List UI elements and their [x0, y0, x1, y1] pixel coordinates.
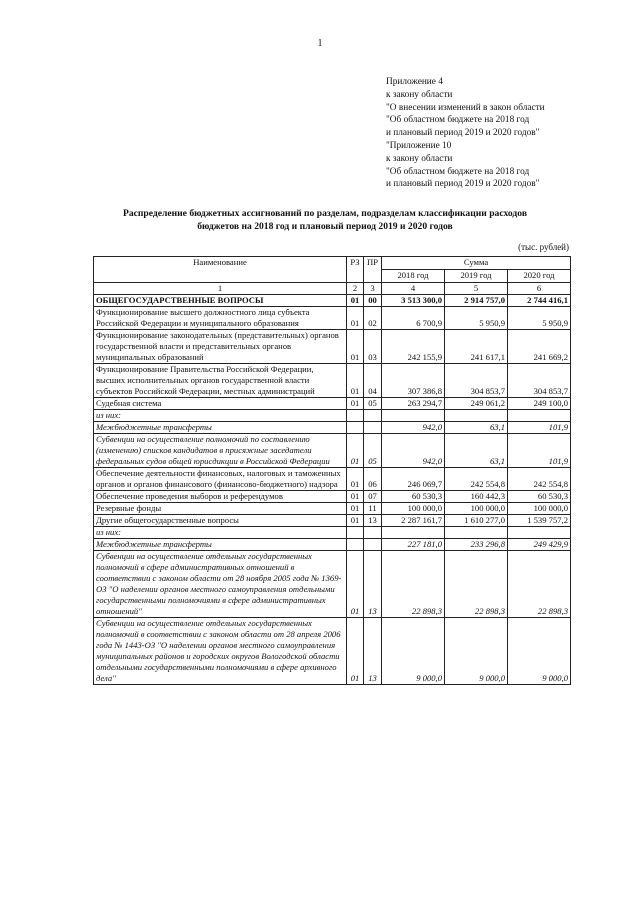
row-rz-cell: 01	[347, 398, 364, 410]
row-rz-cell	[347, 422, 364, 434]
column-number: 3	[364, 283, 382, 295]
row-rz-cell	[347, 539, 364, 551]
row-rz-cell: 01	[347, 515, 364, 527]
row-2019-value: 63,1	[445, 422, 508, 434]
row-2019-value: 304 853,7	[445, 364, 508, 398]
row-2019-value: 63,1	[445, 434, 508, 468]
row-2020-value: 242 554,8	[508, 468, 571, 491]
row-name-cell: Функционирование законодательных (представительных) органов государственной власти и представительных органов муниципальных образований	[94, 330, 347, 364]
row-name-cell: Межбюджетные трансферты	[94, 422, 347, 434]
table-row	[94, 527, 571, 539]
row-pr-cell: 02	[364, 307, 382, 330]
row-pr-cell	[364, 422, 382, 434]
row-2018-value: 942,0	[382, 422, 445, 434]
row-2019-value: 242 554,8	[445, 468, 508, 491]
header-name: Наименование	[94, 257, 347, 283]
row-pr-cell: 05	[364, 398, 382, 410]
row-2018-value	[382, 527, 445, 539]
row-2018-value: 263 294,7	[382, 398, 445, 410]
table-row	[94, 434, 571, 468]
table-row	[94, 398, 571, 410]
row-pr-cell: 06	[364, 468, 382, 491]
table-row	[94, 491, 571, 503]
row-name-cell: Обеспечение деятельности финансовых, налоговых и таможенных органов и органов финансового (финансово-бюджетного) надзора	[94, 468, 347, 491]
row-2020-value: 100 000,0	[508, 503, 571, 515]
row-2019-value: 22 898,3	[445, 551, 508, 618]
row-2020-value: 304 853,7	[508, 364, 571, 398]
row-pr-cell: 03	[364, 330, 382, 364]
document-title	[90, 208, 560, 233]
table-row	[94, 618, 571, 685]
row-2020-value: 2 744 416,1	[508, 295, 571, 307]
row-2019-value: 2 914 757,0	[445, 295, 508, 307]
table-row	[94, 330, 571, 364]
column-number: 4	[382, 283, 445, 295]
row-2019-value: 241 617,1	[445, 330, 508, 364]
row-2019-value: 9 000,0	[445, 618, 508, 685]
row-name-cell: Судебная система	[94, 398, 347, 410]
row-name-cell: Субвенции на осуществление отдельных государственных полномочий в соответствии с законом области от 28 апреля 2006 года № 1443-ОЗ "О наделении органов местного самоуправления муниципальных районов и городских округов Вологодской области отдельными государственными полномочиями в сфере архивного дела"	[94, 618, 347, 685]
column-number: 2	[347, 283, 364, 295]
row-2020-value	[508, 410, 571, 422]
row-name-cell: Межбюджетные трансферты	[94, 539, 347, 551]
row-2019-value	[445, 410, 508, 422]
header-2019: 2019 год	[445, 270, 508, 283]
row-rz-cell: 01	[347, 295, 364, 307]
appendix-line: "О внесении изменений в закон области	[386, 102, 545, 113]
header-2020: 2020 год	[508, 270, 571, 283]
row-name-cell: Функционирование высшего должностного лица субъекта Российской Федерации и муниципального образования	[94, 307, 347, 330]
page-number: 1	[317, 38, 323, 49]
row-2019-value: 100 000,0	[445, 503, 508, 515]
row-name-cell: Обеспечение проведения выборов и референдумов	[94, 491, 347, 503]
row-2018-value: 9 000,0	[382, 618, 445, 685]
row-pr-cell: 13	[364, 551, 382, 618]
table-row	[94, 422, 571, 434]
table-row	[94, 364, 571, 398]
table-row	[94, 307, 571, 330]
row-2018-value: 6 700,9	[382, 307, 445, 330]
appendix-line: "Об областном бюджете на 2018 год	[386, 166, 530, 177]
row-2019-value: 160 442,3	[445, 491, 508, 503]
row-pr-cell: 11	[364, 503, 382, 515]
budget-table	[93, 256, 571, 685]
row-2018-value: 227 181,0	[382, 539, 445, 551]
row-2020-value: 241 669,2	[508, 330, 571, 364]
table-row	[94, 515, 571, 527]
table-row	[94, 410, 571, 422]
table-row	[94, 539, 571, 551]
units-label: (тыс. рублей)	[518, 242, 569, 252]
row-rz-cell	[347, 527, 364, 539]
table-row	[94, 468, 571, 491]
row-pr-cell: 00	[364, 295, 382, 307]
column-number: 1	[94, 283, 347, 295]
row-name-cell: Субвенции на осуществление полномочий по составлению (изменению) списков кандидатов в присяжные заседатели федеральных судов общей юрисдикции в Российской Федерации	[94, 434, 347, 468]
row-name-cell: из них:	[94, 410, 347, 422]
row-2018-value: 307 386,8	[382, 364, 445, 398]
row-name-cell: ОБЩЕГОСУДАРСТВЕННЫЕ ВОПРОСЫ	[94, 295, 347, 307]
row-name-cell: Резервные фонды	[94, 503, 347, 515]
row-name-cell: Субвенции на осуществление отдельных государственных полномочий в сфере административных отношений в соответствии с законом области от 28 ноября 2005 года № 1369-ОЗ "О наделении органов местного самоуправления отдельными государственными полномочиями в сфере административных отношений"	[94, 551, 347, 618]
row-name-cell: Другие общегосударственные вопросы	[94, 515, 347, 527]
row-2020-value: 101,9	[508, 422, 571, 434]
appendix-line: и плановый период 2019 и 2020 годов"	[386, 128, 540, 139]
row-2020-value: 5 950,9	[508, 307, 571, 330]
column-number: 6	[508, 283, 571, 295]
appendix-line: Приложение 4	[386, 77, 443, 87]
row-rz-cell: 01	[347, 491, 364, 503]
row-2018-value: 246 069,7	[382, 468, 445, 491]
row-2020-value: 1 539 757,2	[508, 515, 571, 527]
row-pr-cell: 07	[364, 491, 382, 503]
row-pr-cell	[364, 527, 382, 539]
header-pr: ПР	[364, 257, 382, 283]
row-2018-value: 100 000,0	[382, 503, 445, 515]
row-pr-cell: 05	[364, 434, 382, 468]
row-2020-value: 249 429,9	[508, 539, 571, 551]
row-2020-value: 249 100,0	[508, 398, 571, 410]
title-line-2: бюджетов на 2018 год и плановый период 2019 и 2020 годов	[197, 220, 453, 232]
row-2019-value: 5 950,9	[445, 307, 508, 330]
appendix-line: "Приложение 10	[386, 140, 452, 151]
row-rz-cell: 01	[347, 434, 364, 468]
row-rz-cell: 01	[347, 364, 364, 398]
row-pr-cell: 13	[364, 515, 382, 527]
row-rz-cell: 01	[347, 307, 364, 330]
row-2020-value: 101,9	[508, 434, 571, 468]
row-2019-value: 249 061,2	[445, 398, 508, 410]
column-number: 5	[445, 283, 508, 295]
row-rz-cell: 01	[347, 551, 364, 618]
row-2019-value: 1 610 277,0	[445, 515, 508, 527]
row-pr-cell	[364, 410, 382, 422]
appendix-line: к закону области	[386, 153, 453, 164]
row-2020-value: 60 530,3	[508, 491, 571, 503]
header-sum: Сумма	[382, 257, 571, 270]
row-pr-cell: 04	[364, 364, 382, 398]
row-pr-cell	[364, 539, 382, 551]
row-rz-cell: 01	[347, 468, 364, 491]
row-2018-value	[382, 410, 445, 422]
row-2020-value: 9 000,0	[508, 618, 571, 685]
row-2019-value: 233 296,8	[445, 539, 508, 551]
row-name-cell: из них:	[94, 527, 347, 539]
row-2018-value: 60 530,3	[382, 491, 445, 503]
header-rz: РЗ	[347, 257, 364, 283]
row-rz-cell: 01	[347, 618, 364, 685]
table-body	[94, 295, 571, 685]
header-2018: 2018 год	[382, 270, 445, 283]
row-2020-value: 22 898,3	[508, 551, 571, 618]
row-pr-cell: 13	[364, 618, 382, 685]
title-line-1: Распределение бюджетных ассигнований по разделам, подразделам классификации расходов	[122, 208, 528, 219]
row-2018-value: 2 287 161,7	[382, 515, 445, 527]
row-2018-value: 942,0	[382, 434, 445, 468]
row-rz-cell	[347, 410, 364, 422]
table-row	[94, 295, 571, 307]
row-2018-value: 3 513 300,0	[382, 295, 445, 307]
appendix-line: "Об областном бюджете на 2018 год	[386, 115, 530, 126]
appendix-line: и плановый период 2019 и 2020 годов"	[386, 179, 540, 190]
row-name-cell: Функционирование Правительства Российской Федерации, высших исполнительных органов государственной власти субъектов Российской Федерации, местных администраций	[94, 364, 347, 398]
row-2019-value	[445, 527, 508, 539]
appendix-reference	[386, 76, 545, 191]
appendix-line: к закону области	[386, 89, 453, 100]
row-2018-value: 242 155,9	[382, 330, 445, 364]
row-rz-cell: 01	[347, 503, 364, 515]
row-rz-cell: 01	[347, 330, 364, 364]
table-row	[94, 551, 571, 618]
table-row	[94, 503, 571, 515]
row-2020-value	[508, 527, 571, 539]
row-2018-value: 22 898,3	[382, 551, 445, 618]
